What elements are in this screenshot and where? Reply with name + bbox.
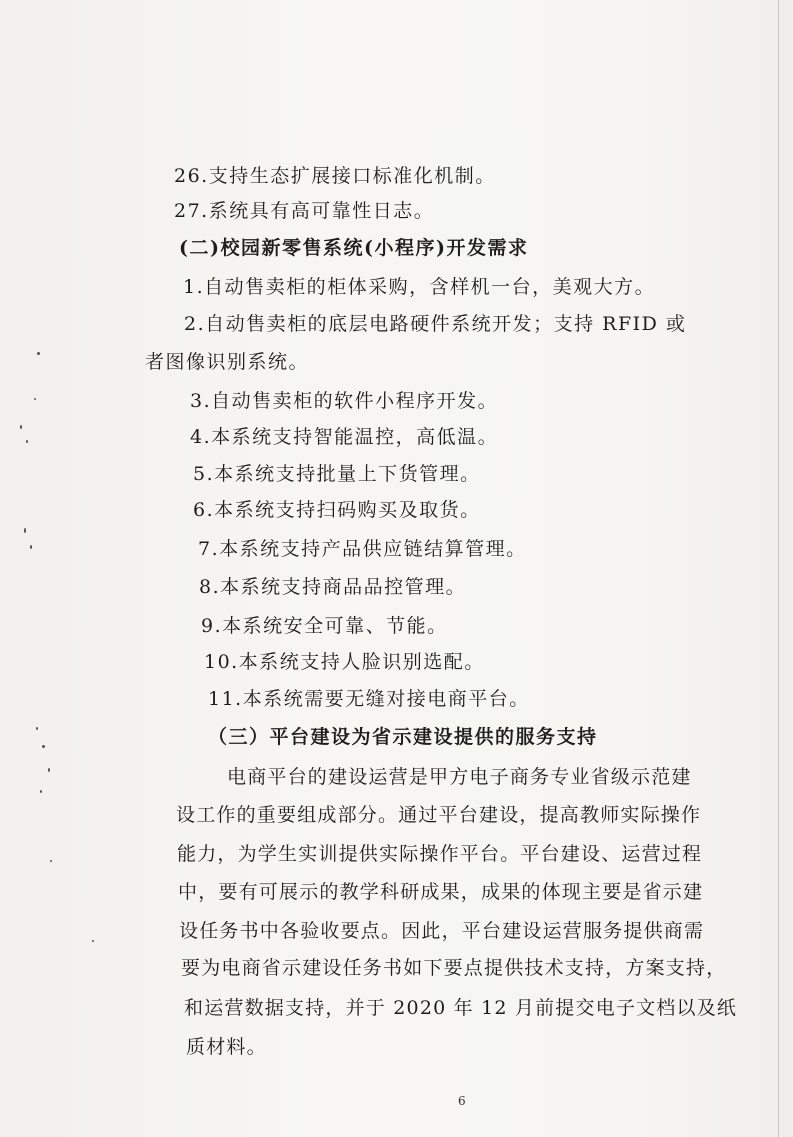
list-item-3: 3.自动售卖柜的软件小程序开发。 [190,390,499,412]
list-item-27: 27.系统具有高可靠性日志。 [174,200,435,222]
paragraph-line-1: 电商平台的建设运营是甲方电子商务专业省级示范建 [227,766,692,788]
list-item-1: 1.自动售卖柜的柜体采购，含样机一台，美观大方。 [183,276,656,298]
section-heading-2: (二)校园新零售系统(小程序)开发需求 [179,237,529,259]
scan-speck [24,528,26,533]
list-item-4: 4.本系统支持智能温控，高低温。 [190,426,499,448]
list-item-9: 9.本系统安全可靠、节能。 [201,615,448,637]
paragraph-line-2: 设工作的重要组成部分。通过平台建设，提高教师实际操作 [176,804,702,826]
page-number: 6 [458,1094,466,1108]
list-item-6: 6.本系统支持扫码购买及取货。 [193,499,481,521]
list-item-8: 8.本系统支持商品品控管理。 [199,576,467,598]
paragraph-line-3: 能力，为学生实训提供实际操作平台。平台建设、运营过程 [177,843,703,865]
list-item-10: 10.本系统支持人脸识别选配。 [204,651,485,673]
scan-speck [50,860,52,862]
paragraph-line-6: 要为电商省示建设任务书如下要点提供技术支持，方案支持， [181,957,727,979]
scan-speck [20,425,22,429]
paragraph-line-5: 设任务书中各验收要点。因此，平台建设运营服务提供商需 [179,920,705,942]
scan-speck [92,940,94,942]
list-item-2-continued: 者图像识别系统。 [145,351,310,373]
scan-speck [26,440,28,443]
paragraph-line-7: 和运营数据支持，并于 2020 年 12 月前提交电子文档以及纸 [184,997,738,1019]
scan-speck [30,545,32,549]
list-item-2: 2.自动售卖柜的底层电路硬件系统开发；支持 RFID 或 [184,313,687,335]
scan-speck [36,727,38,730]
scan-speck [37,352,40,355]
section-heading-3: （三）平台建设为省示建设提供的服务支持 [208,726,598,748]
list-item-26: 26.支持生态扩展接口标准化机制。 [174,165,496,187]
list-item-5: 5.本系统支持批量上下货管理。 [193,463,481,485]
scan-speck [42,745,45,748]
list-item-11: 11.本系统需要无缝对接电商平台。 [208,688,530,710]
scan-speck [40,790,42,793]
paragraph-line-4: 中，要有可展示的教学科研成果，成果的体现主要是省示建 [178,881,704,903]
paragraph-line-8: 质材料。 [186,1036,267,1058]
scan-speck [48,768,50,772]
list-item-7: 7.本系统支持产品供应链结算管理。 [198,538,527,560]
page-edge-line [778,0,779,1137]
scan-speck [34,398,36,400]
